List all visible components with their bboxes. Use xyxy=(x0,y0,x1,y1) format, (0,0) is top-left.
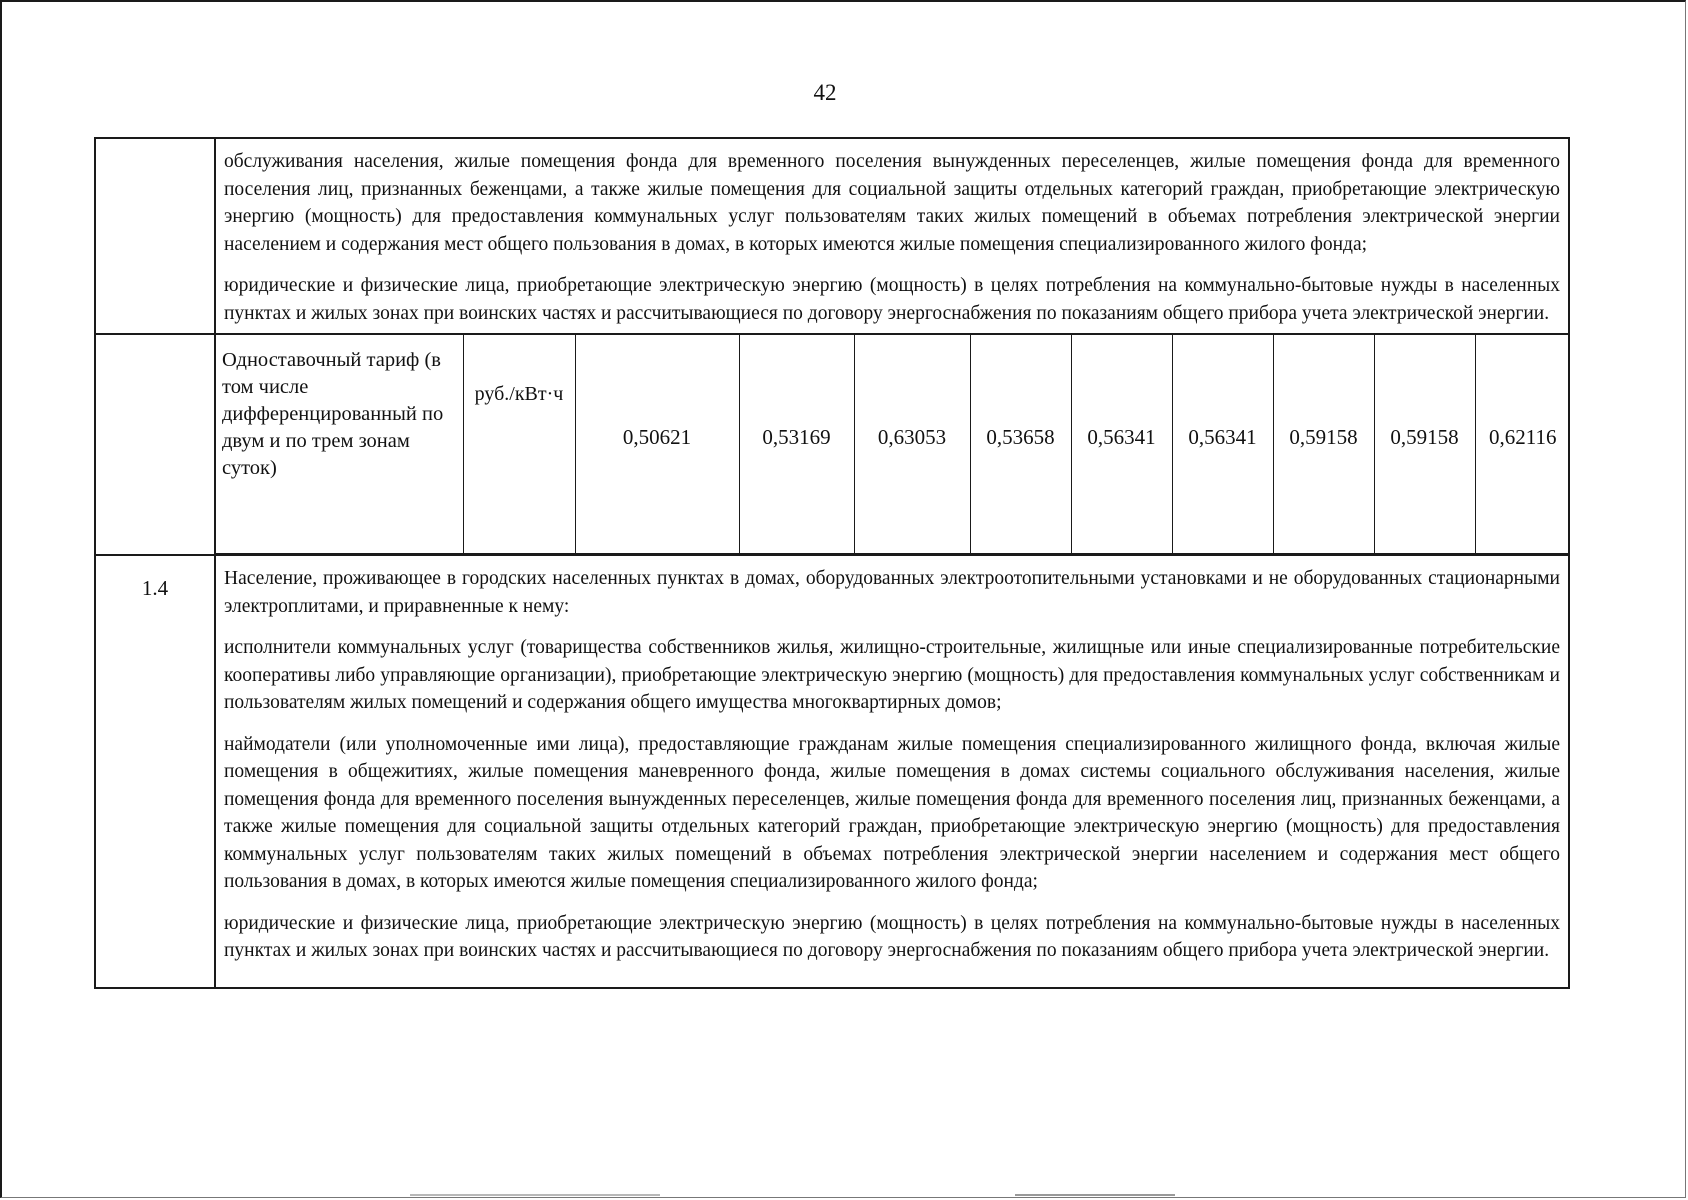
description-cell xyxy=(215,555,1569,988)
paragraph-1-4-4: юридические и физические лица, приобретающие электрическую энергию (мощность) в целях потребления на коммунально-бытовые нужды в населенных пунктах и жилых зонах при воинских частях и рассчитывающиеся по договору энергоснабжения по показаниям общего прибора учета электрической энергии. xyxy=(224,912,1560,961)
number-cell-empty xyxy=(95,138,215,334)
tariff-unit: руб./кВт·ч xyxy=(463,335,575,554)
tariff-cell xyxy=(215,334,1569,555)
number-cell-empty xyxy=(95,334,215,555)
section-number: 1.4 xyxy=(95,555,215,988)
tariff-value: 0,62116 xyxy=(1475,335,1570,554)
tariff-value: 0,63053 xyxy=(854,335,970,554)
paragraph-1-4-2: исполнители коммунальных услуг (товарищества собственников жилья, жилищно-строительные, жилищные или иные специализированные потребительские кооперативы либо управляющие организации), приобретающие электрическую энергию (мощность) для предоставления коммунальных услуг собственникам и пользователям жилых помещений и содержания общего имущества многоквартирных домов; xyxy=(224,637,1560,713)
tariff-value: 0,53169 xyxy=(739,335,854,554)
tariff-value: 0,56341 xyxy=(1071,335,1172,554)
table-row-tariff xyxy=(95,334,1569,555)
tariff-value: 0,59158 xyxy=(1374,335,1475,554)
tariff-table-wrapper xyxy=(94,137,1568,989)
tariff-value: 0,56341 xyxy=(1172,335,1273,554)
paragraph-continued-1: обслуживания населения, жилые помещения фонда для временного поселения вынужденных переселенцев, жилые помещения фонда для временного поселения лиц, признанных беженцами, а также жилые помещения для социальной защиты отдельных категорий граждан, приобретающие электрическую энергию (мощность) для предоставления коммунальных услуг пользователям таких жилых помещений в объемах потребления электрической энергии населением и содержания мест общего пользования в домах, в которых имеются жилые помещения специализированного жилого фонда; xyxy=(224,151,1560,255)
tariff-value: 0,53658 xyxy=(970,335,1071,554)
table-row-section-1-4 xyxy=(95,555,1569,988)
tariff-name: Одноставочный тариф (в том числе дифференцированный по двум и по трем зонам суток) xyxy=(216,335,463,554)
scan-artifact xyxy=(1015,1194,1175,1196)
paragraph-continued-2: юридические и физические лица, приобретающие электрическую энергию (мощность) в целях потребления на коммунально-бытовые нужды в населенных пунктах и жилых зонах при воинских частях и рассчитывающиеся по договору энергоснабжения по показаниям общего прибора учета электрической энергии. xyxy=(224,275,1560,324)
paragraph-1-4-3: наймодатели (или уполномоченные ими лица), предоставляющие гражданам жилые помещения специализированного жилищного фонда, включая жилые помещения в общежитиях, жилые помещения маневренного фонда, жилые помещения в домах системы социального обслуживания населения, жилые помещения фонда для временного поселения вынужденных переселенцев, жилые помещения фонда для временного поселения лиц, признанных беженцами, а также жилые помещения для социальной защиты отдельных категорий граждан, приобретающие электрическую энергию (мощность) для предоставления коммунальных услуг пользователям таких жилых помещений в объемах потребления электрической энергии населением и содержания мест общего пользования в домах, в которых имеются жилые помещения специализированного жилого фонда; xyxy=(224,733,1560,892)
tariff-values-table xyxy=(216,335,1570,554)
table-row-continued-text xyxy=(95,138,1569,334)
scan-artifact xyxy=(410,1194,660,1196)
paragraph-1-4-1: Население, проживающее в городских населенных пунктах в домах, оборудованных электроотопительными установками и не оборудованных стационарными электроплитами, и приравненные к нему: xyxy=(224,568,1560,617)
page-number: 42 xyxy=(813,80,837,105)
tariff-table xyxy=(94,137,1570,989)
tariff-value: 0,50621 xyxy=(575,335,739,554)
tariff-value: 0,59158 xyxy=(1273,335,1374,554)
description-cell xyxy=(215,138,1569,334)
